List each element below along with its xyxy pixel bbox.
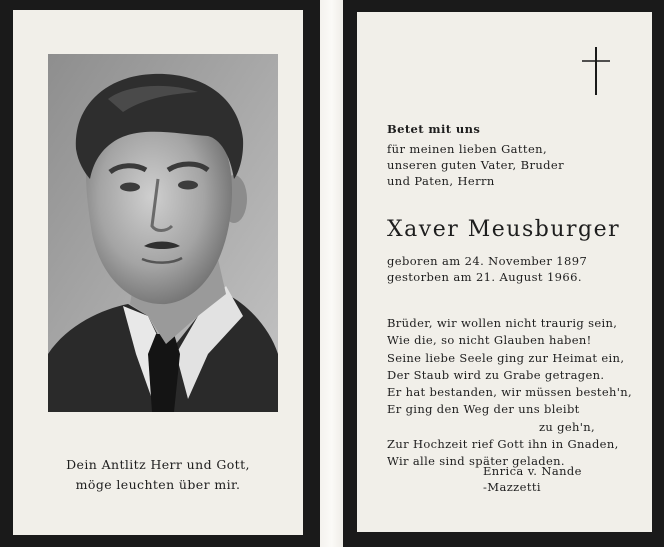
- intro-line: für meinen lieben Gatten,: [387, 142, 548, 156]
- intro-line: und Paten, Herrn: [387, 174, 495, 188]
- poem-author: -Mazzetti: [483, 480, 541, 494]
- caption-line: Dein Antlitz Herr und Gott,: [66, 457, 250, 472]
- cross-icon: [582, 47, 610, 95]
- caption-verse: [13, 455, 303, 495]
- birth-date: geboren am 24. November 1897: [387, 254, 588, 268]
- caption-line: möge leuchten über mir.: [75, 477, 241, 492]
- poem-line: Zur Hochzeit rief Gott ihn in Gnaden,: [387, 437, 619, 452]
- prayer-heading: Betet mit uns: [387, 122, 481, 136]
- memorial-card-left: [0, 0, 320, 547]
- deceased-name: Xaver Meusburger: [387, 217, 621, 242]
- poem-author: Enrica v. Nande: [483, 464, 582, 478]
- poem-line: Wir alle sind später geladen.: [387, 454, 565, 469]
- poem-line: zu geh'n,: [539, 419, 596, 434]
- memorial-poem: [387, 315, 632, 471]
- poem-line: Wie die, so nicht Glauben haben!: [387, 333, 592, 348]
- card-paper: [13, 10, 303, 535]
- portrait-photo: [48, 54, 278, 412]
- card-gap: [320, 0, 343, 547]
- poem-line: Er hat bestanden, wir müssen besteh'n,: [387, 385, 633, 400]
- card-paper: [357, 12, 652, 532]
- death-date: gestorben am 21. August 1966.: [387, 270, 582, 284]
- poem-line: Brüder, wir wollen nicht traurig sein,: [387, 316, 618, 330]
- poem-line: Er ging den Weg der uns bleibt: [387, 402, 580, 417]
- intro-line: unseren guten Vater, Bruder: [387, 158, 565, 172]
- poem-line: Der Staub wird zu Grabe getragen.: [387, 367, 605, 382]
- poem-line: Seine liebe Seele ging zur Heimat ein,: [387, 350, 625, 365]
- memorial-card-right: [343, 0, 664, 547]
